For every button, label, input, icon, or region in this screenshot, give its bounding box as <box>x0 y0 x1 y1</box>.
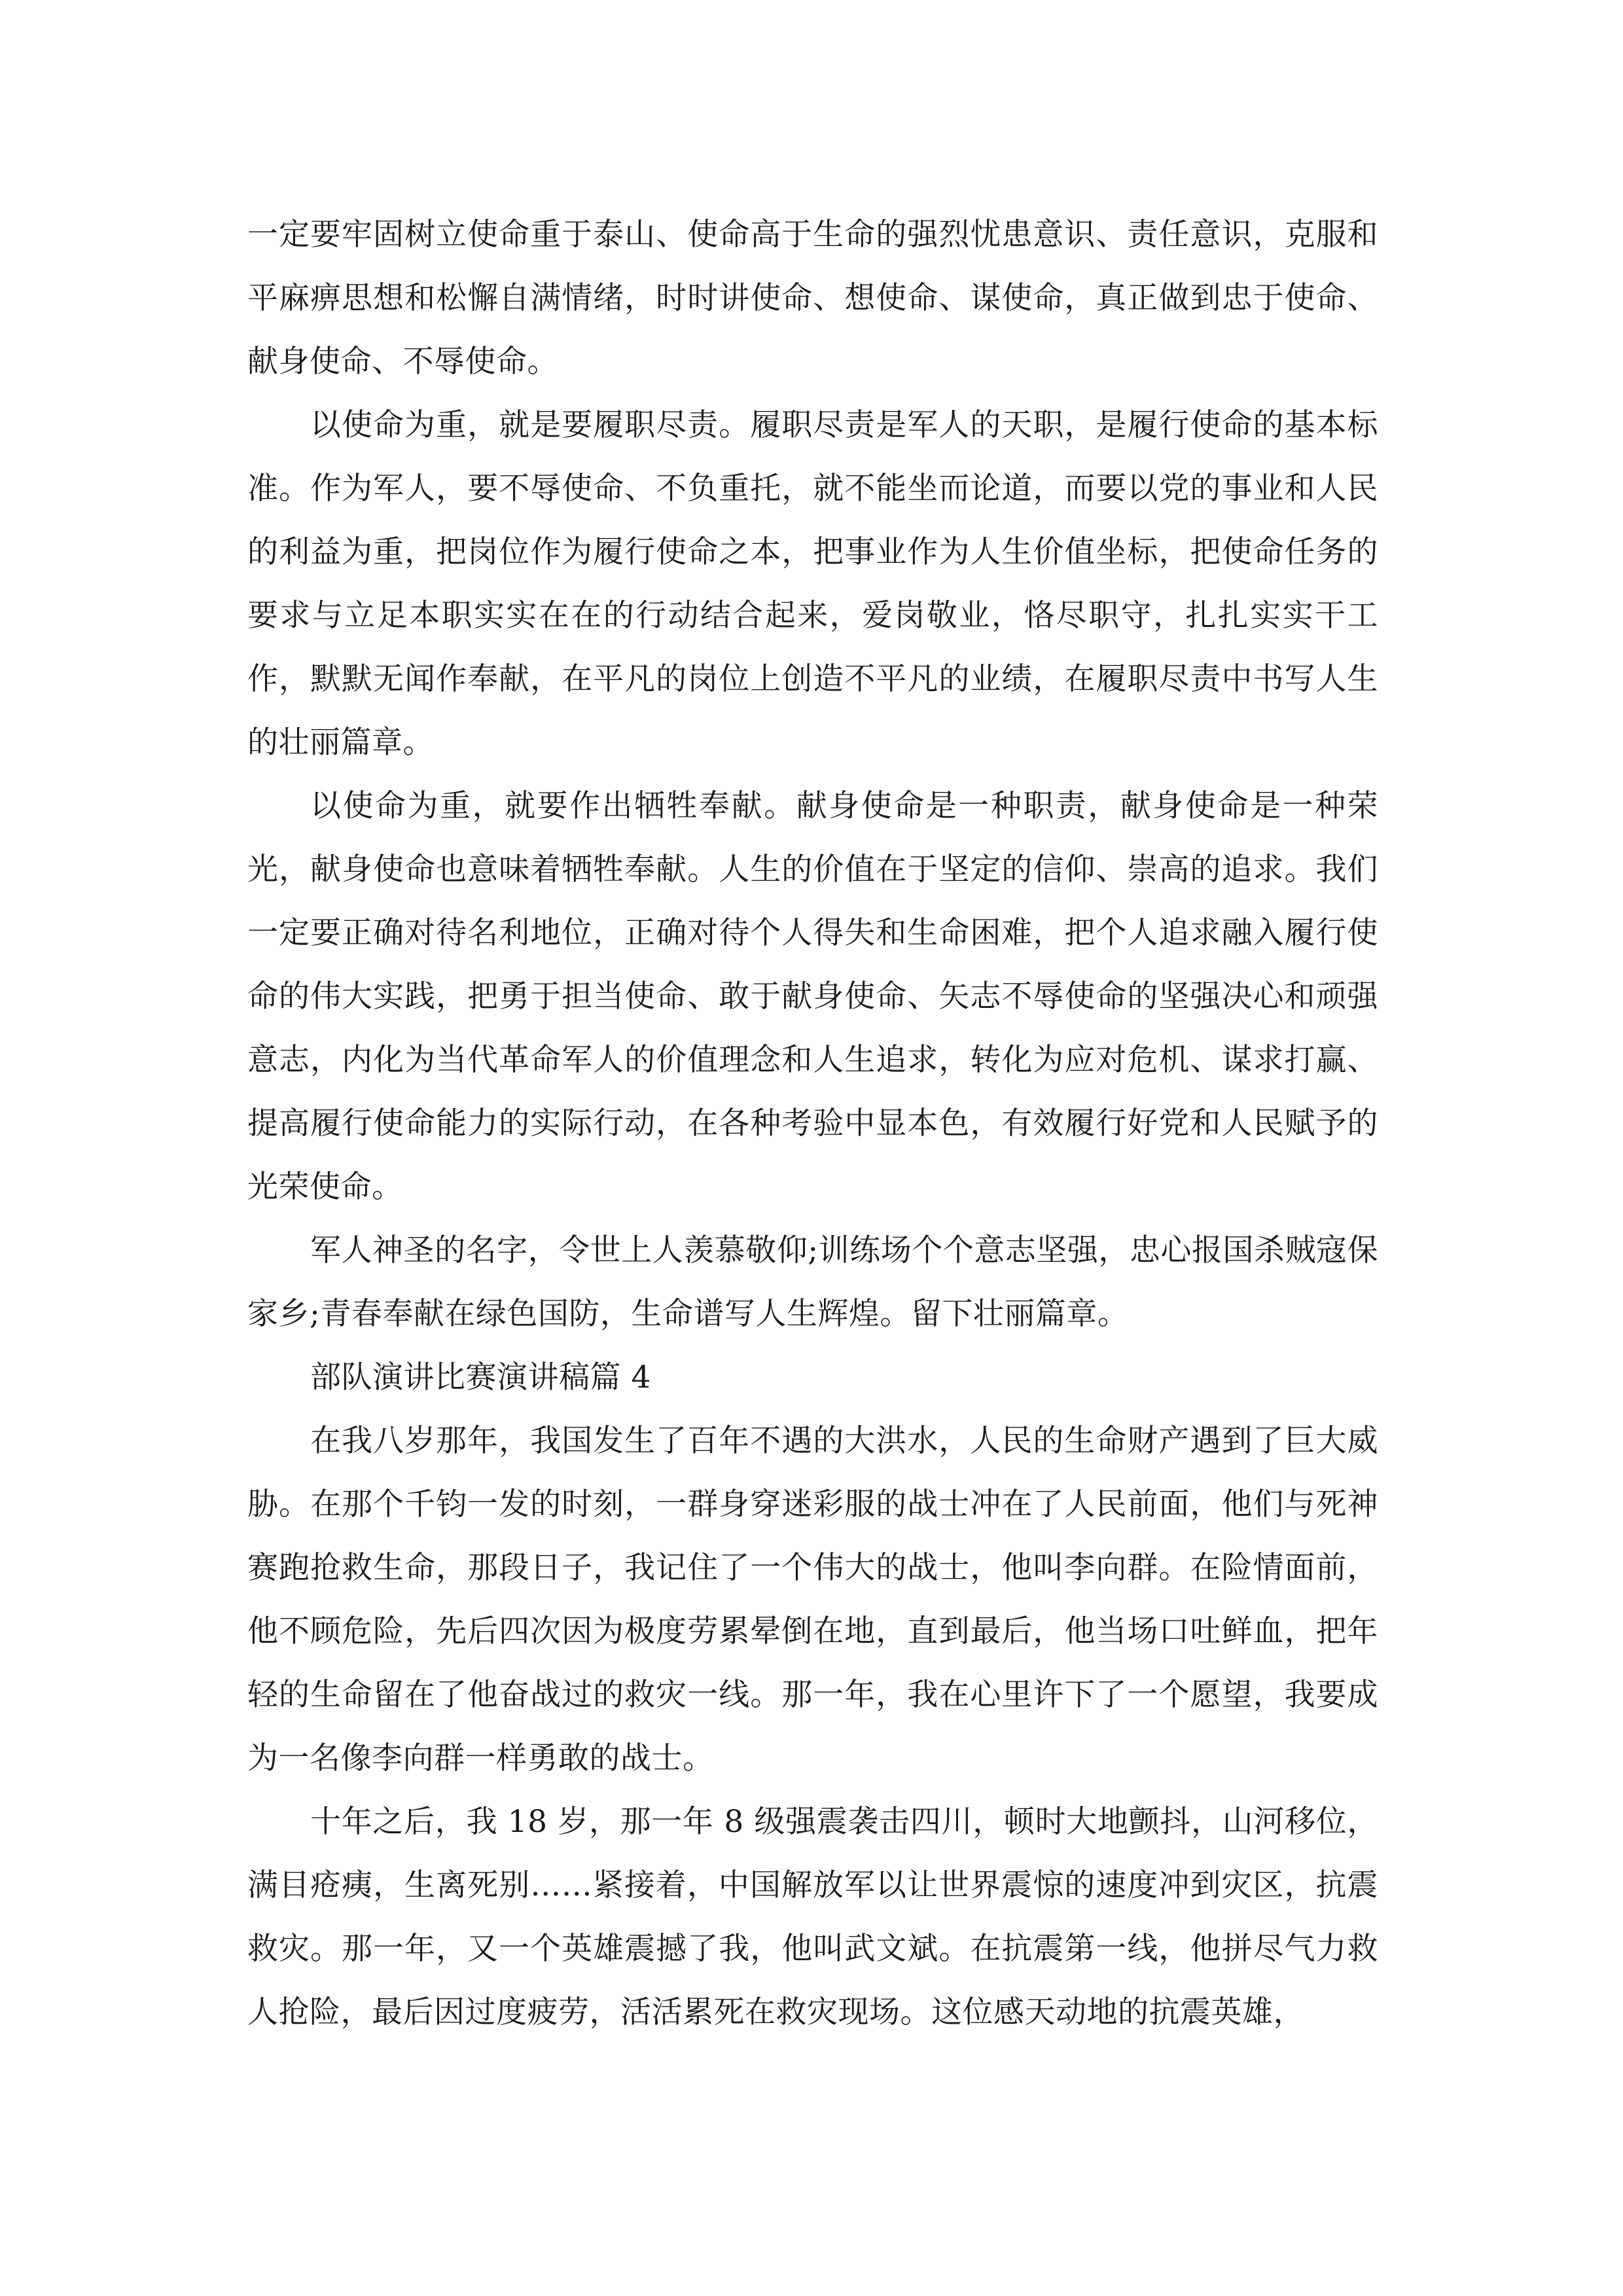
paragraph-5: 在我八岁那年，我国发生了百年不遇的大洪水，人民的生命财产遇到了巨大威胁。在那个千钧一发的时刻，一群身穿迷彩服的战士冲在了人民前面，他们与死神赛跑抢救生命，那段日子，我记住了一个伟大的战士，他叫李向群。在险情面前，他不顾危险，先后四次因为极度劳累晕倒在地，直到最后，他当场口吐鲜血，把年轻的生命留在了他奋战过的救灾一线。那一年，我在心里许下了一个愿望，我要成为一名像李向群一样勇敢的战士。 <box>247 1423 1378 1776</box>
paragraph-3: 以使命为重，就要作出牺牲奉献。献身使命是一种职责，献身使命是一种荣光，献身使命也意味着牺牲奉献。人生的价值在于坚定的信仰、崇高的追求。我们一定要正确对待名利地位，正确对待个人得失和生命困难，把个人追求融入履行使命的伟大实践，把勇于担当使命、敢于献身使命、矢志不辱使命的坚强决心和顽强意志，内化为当代革命军人的价值理念和人生追求，转化为应对危机、谋求打赢、提高履行使命能力的实际行动，在各种考验中显本色，有效履行好党和人民赋予的光荣使命。 <box>247 788 1378 1205</box>
paragraph-1: 一定要牢固树立使命重于泰山、使命高于生命的强烈忧患意识、责任意识，克服和平麻痹思想和松懈自满情绪，时时讲使命、想使命、谋使命，真正做到忠于使命、献身使命、不辱使命。 <box>247 217 1378 380</box>
document-body <box>247 203 1378 2044</box>
paragraph-4: 军人神圣的名字，令世上人羡慕敬仰;训练场个个意志坚强，忠心报国杀贼寇保家乡;青春奉献在绿色国防，生命谱写人生辉煌。留下壮丽篇章。 <box>247 1232 1378 1332</box>
paragraph-6: 十年之后，我 18 岁，那一年 8 级强震袭击四川，顿时大地颤抖，山河移位，满目疮痍，生离死别……紧接着，中国解放军以让世界震惊的速度冲到灾区，抗震救灾。那一年，又一个英雄震撼了我，他叫武文斌。在抗震第一线，他拼尽气力救人抢险，最后因过度疲劳，活活累死在救灾现场。这位感天动地的抗震英雄， <box>247 1804 1378 2030</box>
section-heading: 部队演讲比赛演讲稿篇 4 <box>310 1359 651 1395</box>
paragraph-2: 以使命为重，就是要履职尽责。履职尽责是军人的天职，是履行使命的基本标准。作为军人，要不辱使命、不负重托，就不能坐而论道，而要以党的事业和人民的利益为重，把岗位作为履行使命之本，把事业作为人生价值坐标，把使命任务的要求与立足本职实实在在的行动结合起来，爱岗敬业，恪尽职守，扎扎实实干工作，默默无闻作奉献，在平凡的岗位上创造不平凡的业绩，在履职尽责中书写人生的壮丽篇章。 <box>247 407 1378 761</box>
